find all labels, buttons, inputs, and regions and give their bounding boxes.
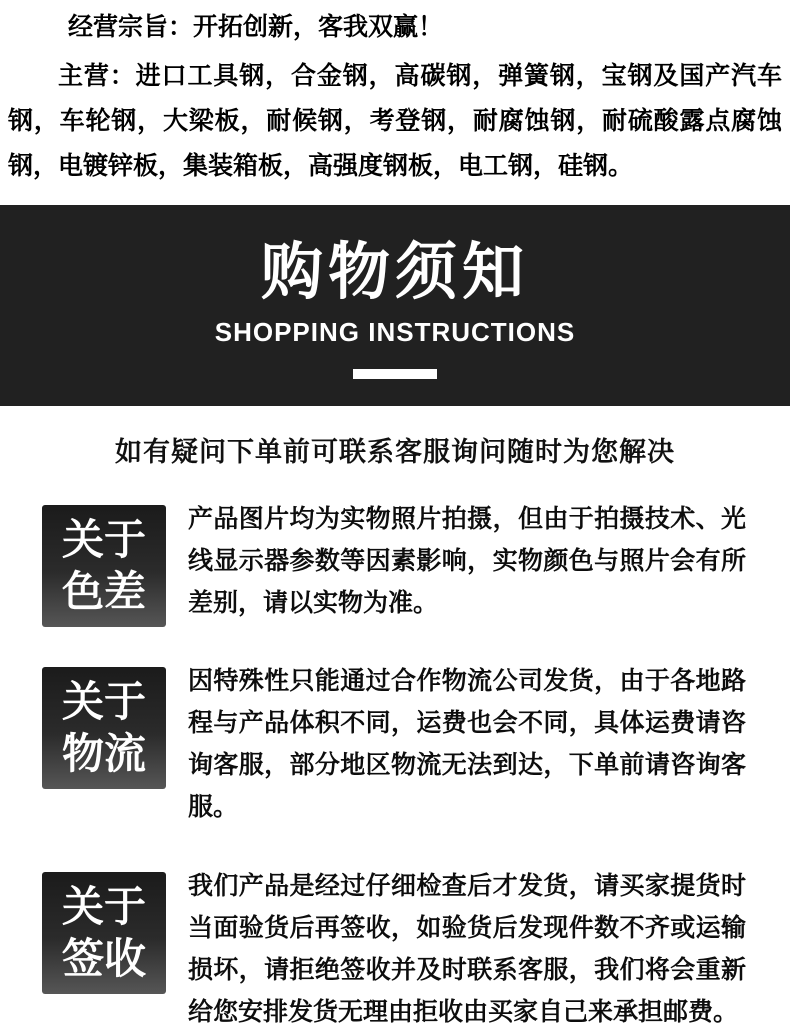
section-label-line2: 物流 (61, 730, 146, 777)
main-products-text: 主营：进口工具钢，合金钢，高碳钢，弹簧钢，宝钢及国产汽车钢，车轮钢，大梁板，耐候钢，考登钢，耐腐蚀钢，耐硫酸露点腐蚀钢，电镀锌板，集装箱板，高强度钢板，电工钢，硅钢。 (8, 62, 782, 180)
section-label-line1: 关于 (61, 883, 146, 930)
section-label-line1: 关于 (61, 516, 146, 563)
banner-subtitle: SHOPPING INSTRUCTIONS (214, 317, 576, 347)
notice-sections (0, 505, 790, 1033)
section-label-box-logistics (42, 667, 166, 789)
section-row-sign-receipt (42, 872, 746, 1033)
shopping-instructions-banner (0, 205, 790, 406)
section-body-logistics: 因特殊性只能通过合作物流公司发货，由于各地路程与产品体积不同，运费也会不同，具体运费请咨询客服，部分地区物流无法到达，下单前请咨询客服。 (188, 667, 746, 821)
contact-service-notice-text: 如有疑问下单前可联系客服询问随时为您解决 (115, 437, 675, 467)
intro-block (0, 0, 790, 189)
section-label-line2: 色差 (61, 568, 146, 615)
business-slogan-text: 经营宗旨：开拓创新，客我双赢！ (68, 13, 444, 41)
section-row-color-difference (42, 505, 746, 627)
section-body-sign-receipt: 我们产品是经过仔细检查后才发货，请买家提货时当面验货后再签收，如验货后发现件数不齐或运输损坏，请拒绝签收并及时联系客服，我们将会重新给您安排发货无理由拒收由买家自己来承担邮费。 (188, 872, 746, 1026)
section-label-box-sign-receipt (42, 872, 166, 994)
section-row-logistics (42, 667, 746, 828)
banner-title: 购物须知 (260, 238, 529, 307)
section-body-color-difference: 产品图片均为实物照片拍摄，但由于拍摄技术、光线显示器参数等因素影响，实物颜色与照片会有所差别，请以实物为准。 (188, 505, 746, 617)
banner-divider (353, 369, 437, 379)
section-label-line1: 关于 (61, 678, 146, 725)
section-label-line2: 签收 (61, 935, 146, 982)
section-label-box-color-difference (42, 505, 166, 627)
